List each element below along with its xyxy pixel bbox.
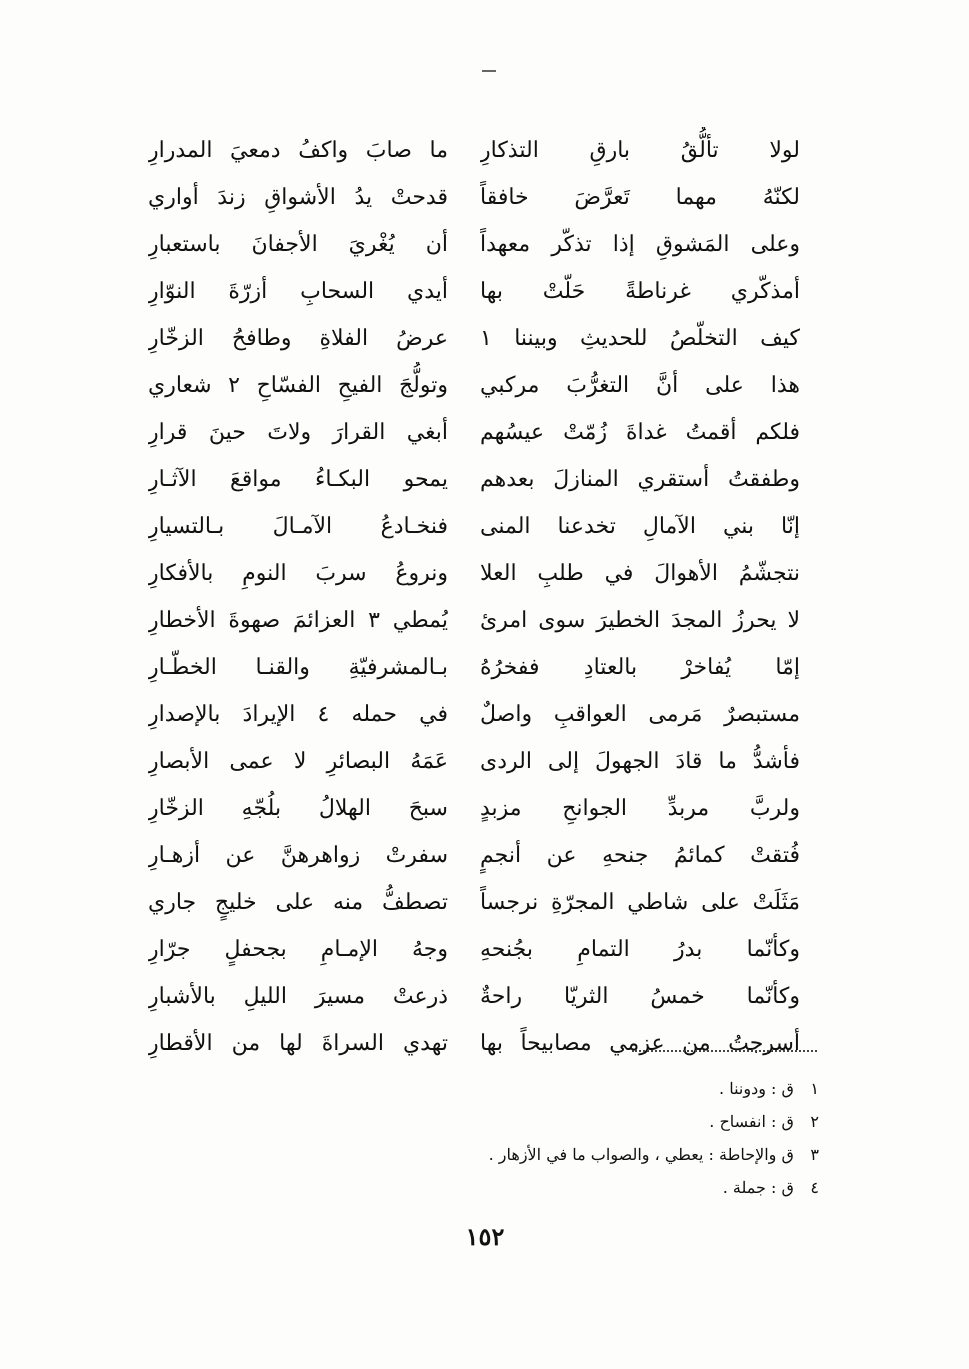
verse-line-second-half: سبحَ الهلالُ بلُجّهِ الزخّارِ [148, 796, 448, 821]
footnote-divider [632, 1050, 817, 1052]
verse-line-first-half: فأشدُّ ما قادَ الجهولَ إلى الردى [480, 749, 800, 774]
verse-line-second-half: تصطفُّ منه على خليجٍ جاري [148, 890, 448, 915]
poem-body [148, 127, 800, 1056]
verse-line-second-half: عرضُ الفلاةِ وطافحُ الزخّارِ [148, 326, 448, 351]
page-number: ١٥٢ [465, 1222, 505, 1251]
footnote-number: ١ [810, 1079, 819, 1098]
footnote-text: ق : ودوننا . [719, 1079, 794, 1098]
verse-line-first-half: وكأنّما خمسُ الثريّا راحةٌ [480, 984, 800, 1009]
verse-line-second-half: أن يُغْريَ الأجفانَ باستعبارِ [148, 232, 448, 257]
verse-line-first-half: فلكم أقمتُ غداةَ زُمّتْ عيسُهم [480, 420, 800, 445]
verse-line-second-half: أبغي القرارَ ولاتَ حينَ قرارِ [148, 420, 448, 445]
footnote-text: ق : جملة . [722, 1178, 794, 1197]
verse-line-second-half: عَمَهُ البصائرِ لا عمى الأبصارِ [148, 749, 448, 774]
verse-line-second-half: أيدي السحابِ أزرّةَ النوّارِ [148, 279, 448, 304]
footnote-number: ٤ [810, 1178, 819, 1197]
footnote [299, 1138, 819, 1171]
verse-line-first-half: هذا على أنَّ التغرُّبَ مركبي [480, 373, 800, 398]
verse-line-first-half: أسرجتُ من عزمي مصابيحاً بها [480, 1031, 800, 1056]
verse-line-first-half: لا يحرزُ المجدَ الخطيرَ سوى امرئ [480, 608, 800, 633]
verse-line-second-half: بـالمشرفيّةِ والقنـا الخطّـارِ [148, 655, 448, 680]
poem-second-hemistichs [148, 127, 448, 1067]
verse-line-second-half: يمحو البكـاءُ مواقعَ الآثـارِ [148, 467, 448, 492]
verse-line-first-half: إمّا يُفاخرْ بالعتادِ ففخرُهُ [480, 655, 800, 680]
footnote-text: ق والإحاطة : يعطي ، والصواب ما في الأزهار . [488, 1145, 794, 1164]
footnote-number: ٣ [810, 1145, 819, 1164]
verse-line-second-half: يُمطي ٣ العزائمَ صهوةَ الأخطارِ [148, 608, 448, 633]
footnote-number: ٢ [810, 1112, 819, 1131]
verse-line-second-half: ونروعُ سربَ النومِ بالأفكارِ [148, 561, 448, 586]
verse-line-first-half: فُتقتْ كمائمُ جنحهِ عن أنجمٍ [480, 843, 800, 868]
verse-line-second-half: فنخـادعُ الآمـالَ بـالتسيارِ [148, 514, 448, 539]
verse-line-first-half: مستبصرٌ مَرمى العواقبِ واصلٌ [480, 702, 800, 727]
verse-line-first-half: كيف التخلّصُ للحديثِ وبيننا ١ [480, 326, 800, 351]
verse-line-first-half: لولا تألُّقُ بارقِ التذكارِ [480, 138, 800, 163]
verse-line-second-half: سفرتْ زواهرهنَّ عن أزهـارِ [148, 843, 448, 868]
verse-line-second-half: وتولُّجَ الفيحِ الفسّاحِ ٢ شعاري [148, 373, 448, 398]
verse-line-second-half: تهدي السراةَ لها من الأقطارِ [148, 1031, 448, 1056]
verse-line-first-half: نتجشّمُ الأهوالَ في طلبِ العلا [480, 561, 800, 586]
verse-line-second-half: في حمله ٤ الإيرادَ بالإصدارِ [148, 702, 448, 727]
verse-line-first-half: أمذكّري غرناطةً حَلّتْ بها [480, 279, 800, 304]
verse-line-first-half: لكنّهُ مهما تَعرَّضَ خافقاً [480, 185, 800, 210]
verse-line-first-half: مَثَلَتْ على شاطي المجرّةِ نرجساً [480, 890, 800, 915]
verse-line-second-half: ما صابَ واكفُ دمعيَ المدرارِ [148, 138, 448, 163]
poem-first-hemistichs [480, 127, 800, 1067]
verse-line-first-half: وكأنّما بدرُ التمامِ بجُنحهِ [480, 937, 800, 962]
verse-line-first-half: وطفقتُ أستقري المنازلَ بعدهم [480, 467, 800, 492]
verse-line-first-half: وعلى المَشوقِ إذا تذكّر معهداً [480, 232, 800, 257]
verse-line-second-half: قدحتْ يدُ الأشواقِ زندَ أواري [148, 185, 448, 210]
verse-line-first-half: إنّا بني الآمالِ تخدعنا المنى [480, 514, 800, 539]
verse-line-second-half: ذرعتْ مسيرَ الليلِ بالأشبارِ [148, 984, 448, 1009]
verse-line-first-half: ولربَّ مربدِّ الجوانحِ مزبدٍ [480, 796, 800, 821]
verse-line-second-half: وجهُ الإمـامِ بجحفلٍ جرّارِ [148, 937, 448, 962]
footnote-text: ق : انفساح . [709, 1112, 794, 1131]
footnote [299, 1105, 819, 1138]
footnotes [299, 1072, 819, 1204]
footnote [299, 1171, 819, 1204]
footnote [299, 1072, 819, 1105]
header-mark [482, 70, 496, 72]
